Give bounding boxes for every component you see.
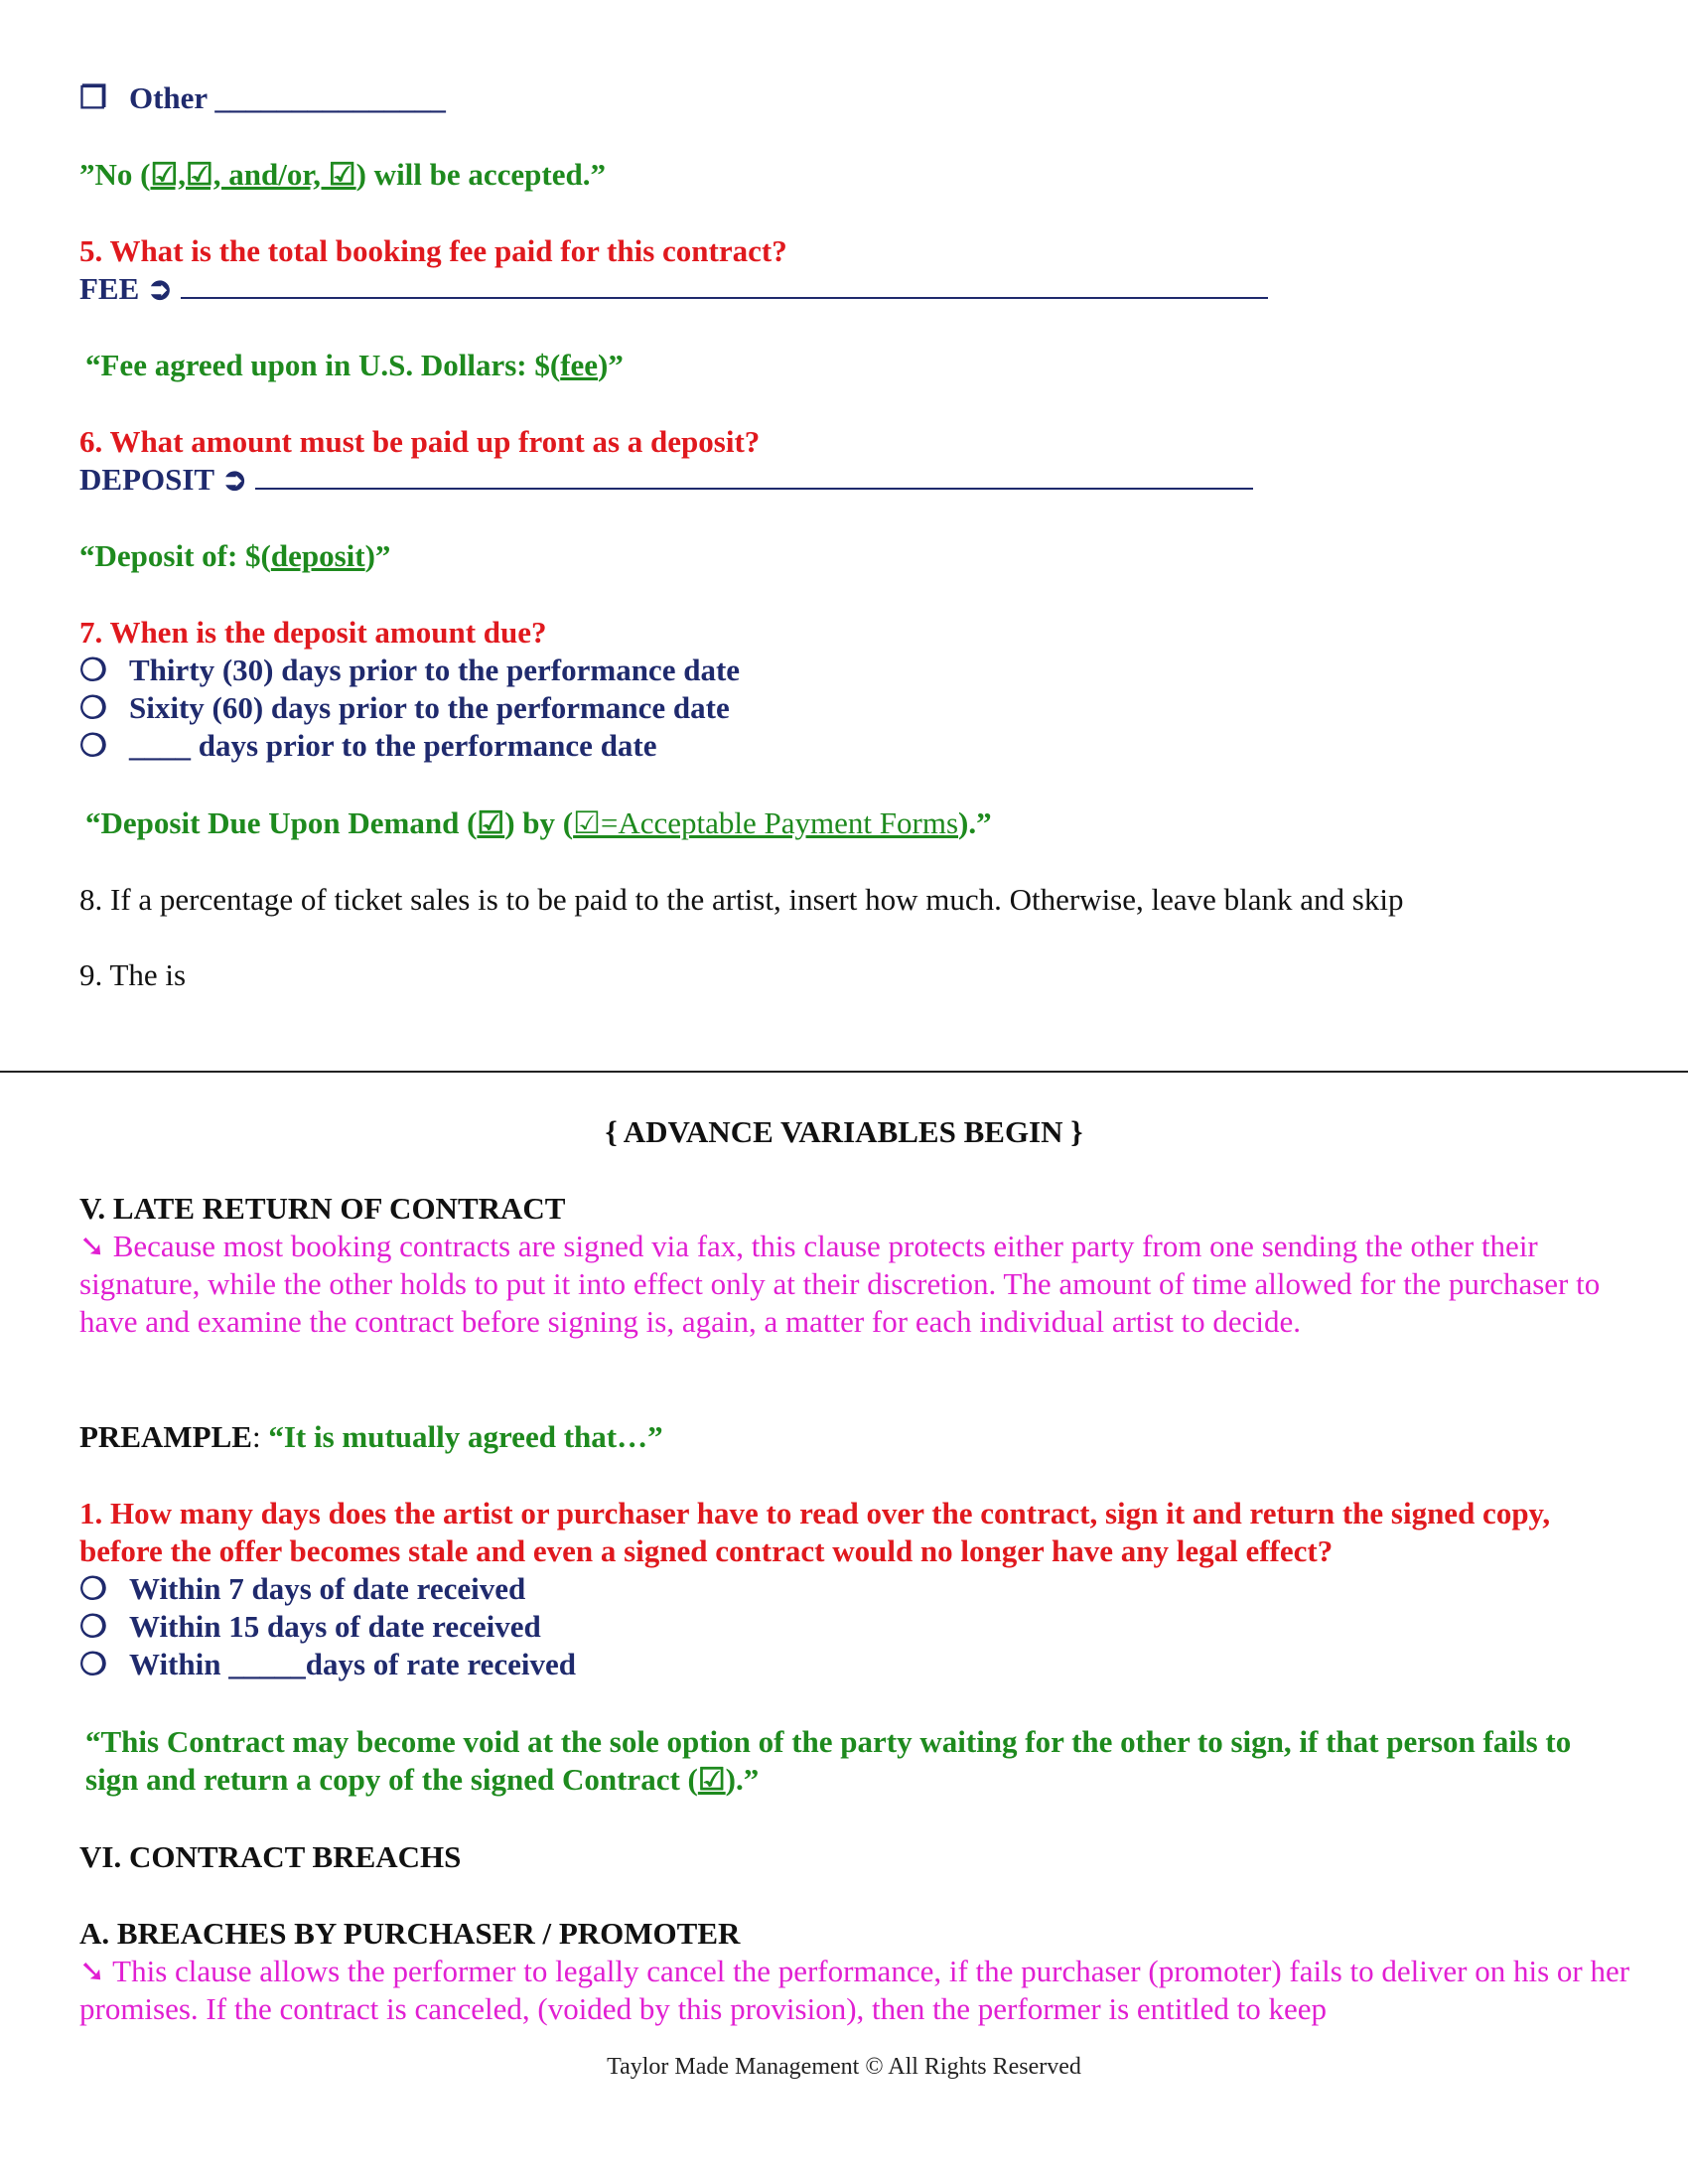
clause-fee bbox=[85, 347, 1628, 384]
deposit-variable[interactable]: deposit bbox=[270, 538, 365, 573]
fee-field-row bbox=[79, 270, 1628, 308]
radio-option[interactable] bbox=[79, 1570, 1628, 1608]
clause-text: )” bbox=[598, 348, 624, 382]
void-check[interactable]: ☑ bbox=[697, 1762, 726, 1797]
option-label: Within 15 days of date received bbox=[129, 1609, 541, 1644]
deposit-field-row bbox=[79, 461, 1628, 499]
checkbox-icon[interactable]: ❐ bbox=[79, 80, 107, 115]
question-9: 9. The is bbox=[79, 957, 187, 992]
radio-icon[interactable]: ❍ bbox=[79, 690, 107, 725]
clause-checks[interactable]: ☑,☑, and/or, ☑ bbox=[150, 157, 356, 192]
preamble-label: PREAMPLE bbox=[79, 1419, 252, 1454]
arrow-icon: ➲ bbox=[221, 462, 248, 497]
q7-options bbox=[79, 652, 1628, 765]
question-7: 7. When is the deposit amount due? bbox=[79, 615, 547, 650]
fee-variable[interactable]: fee bbox=[560, 348, 599, 382]
radio-option[interactable] bbox=[79, 1608, 1628, 1646]
section-a-heading: A. BREACHES BY PURCHASER / PROMOTER bbox=[79, 1916, 741, 1951]
question-8: 8. If a percentage of ticket sales is to be paid to the artist, insert how much. Otherwise, leave blank and skip bbox=[79, 882, 1404, 917]
deposit-label: DEPOSIT bbox=[79, 462, 214, 497]
arrow-down-right-icon: ➘ bbox=[79, 1229, 105, 1263]
preamble bbox=[79, 1418, 1628, 1456]
clause-text: ).” bbox=[725, 1762, 760, 1797]
section-vi-heading: VI. CONTRACT BREACHS bbox=[79, 1839, 462, 1874]
deposit-input-line[interactable] bbox=[255, 468, 1253, 490]
advance-variables-header: { ADVANCE VARIABLES BEGIN } bbox=[605, 1114, 1083, 1149]
radio-option[interactable] bbox=[79, 1646, 1628, 1683]
other-option[interactable] bbox=[79, 79, 1628, 117]
radio-option[interactable] bbox=[79, 689, 1628, 727]
clause-payment-forms bbox=[79, 156, 1628, 194]
deposit-due-check[interactable]: ☑ bbox=[477, 805, 505, 840]
radio-option[interactable] bbox=[79, 652, 1628, 689]
clause-text: “Deposit Due Upon Demand ( bbox=[85, 805, 478, 840]
note-text: Because most booking contracts are signed via fax, this clause protects either party from one sending the other their signature, while the other holds to put it into effect only at their discretion. The amount of time allowed for the purchaser to have and examine the contract before signing is, again, a matter for each individual artist to decide. bbox=[79, 1229, 1601, 1339]
option-label: Thirty (30) days prior to the performance date bbox=[129, 653, 741, 687]
clause-deposit bbox=[79, 537, 1628, 575]
fee-input-line[interactable] bbox=[181, 277, 1268, 299]
other-label: Other bbox=[129, 80, 208, 115]
payment-forms-link[interactable]: ☑=Acceptable Payment Forms bbox=[573, 805, 959, 840]
clause-text: ).” bbox=[958, 805, 992, 840]
arrow-down-right-icon: ➘ bbox=[79, 1954, 105, 1988]
radio-icon[interactable]: ❍ bbox=[79, 1571, 107, 1606]
radio-icon[interactable]: ❍ bbox=[79, 1609, 107, 1644]
section-v-heading: V. LATE RETURN OF CONTRACT bbox=[79, 1191, 566, 1226]
question-6: 6. What amount must be paid up front as a deposit? bbox=[79, 424, 761, 459]
clause-text: ”No ( bbox=[79, 157, 151, 192]
other-blank[interactable]: _______________ bbox=[214, 80, 446, 115]
section-v-question-1: 1. How many days does the artist or purchaser have to read over the contract, sign it and return the signed copy, before the offer becomes stale and even a signed contract would no longer have any legal effect? bbox=[79, 1496, 1551, 1568]
section-v-options bbox=[79, 1570, 1628, 1683]
section-a-note bbox=[79, 1953, 1648, 2028]
option-label: Within 7 days of date received bbox=[129, 1571, 526, 1606]
radio-icon[interactable]: ❍ bbox=[79, 653, 107, 687]
clause-text: ) by ( bbox=[504, 805, 574, 840]
fee-label: FEE bbox=[79, 271, 140, 306]
radio-icon[interactable]: ❍ bbox=[79, 728, 107, 763]
clause-text: ) will be accepted.” bbox=[355, 157, 606, 192]
option-label: Sixity (60) days prior to the performance date bbox=[129, 690, 730, 725]
footer: Taylor Made Management © All Rights Reserved bbox=[607, 2054, 1081, 2080]
clause-text: )” bbox=[364, 538, 391, 573]
clause-void bbox=[85, 1723, 1628, 1799]
clause-text: “This Contract may become void at the sole option of the party waiting for the other to sign, if that person fails to sign and return a copy of the signed Contract ( bbox=[85, 1724, 1572, 1797]
preamble-text: “It is mutually agreed that…” bbox=[268, 1419, 663, 1454]
question-5: 5. What is the total booking fee paid for this contract? bbox=[79, 233, 787, 268]
radio-option[interactable] bbox=[79, 727, 1628, 765]
clause-deposit-due bbox=[85, 804, 1628, 842]
section-divider bbox=[0, 1071, 1688, 1073]
option-label: ____ days prior to the performance date bbox=[129, 728, 657, 763]
clause-text: “Deposit of: $( bbox=[79, 538, 271, 573]
option-label: Within _____days of rate received bbox=[129, 1647, 577, 1681]
arrow-icon: ➲ bbox=[147, 271, 174, 306]
clause-text: “Fee agreed upon in U.S. Dollars: $( bbox=[85, 348, 561, 382]
radio-icon[interactable]: ❍ bbox=[79, 1647, 107, 1681]
preamble-colon: : bbox=[251, 1419, 269, 1454]
section-v-note bbox=[79, 1228, 1628, 1341]
note-text: This clause allows the performer to legally cancel the performance, if the purchaser (promoter) fails to deliver on his or her promises. If the contract is canceled, (voided by this provision), then the performer is entitled to keep bbox=[79, 1954, 1630, 2026]
